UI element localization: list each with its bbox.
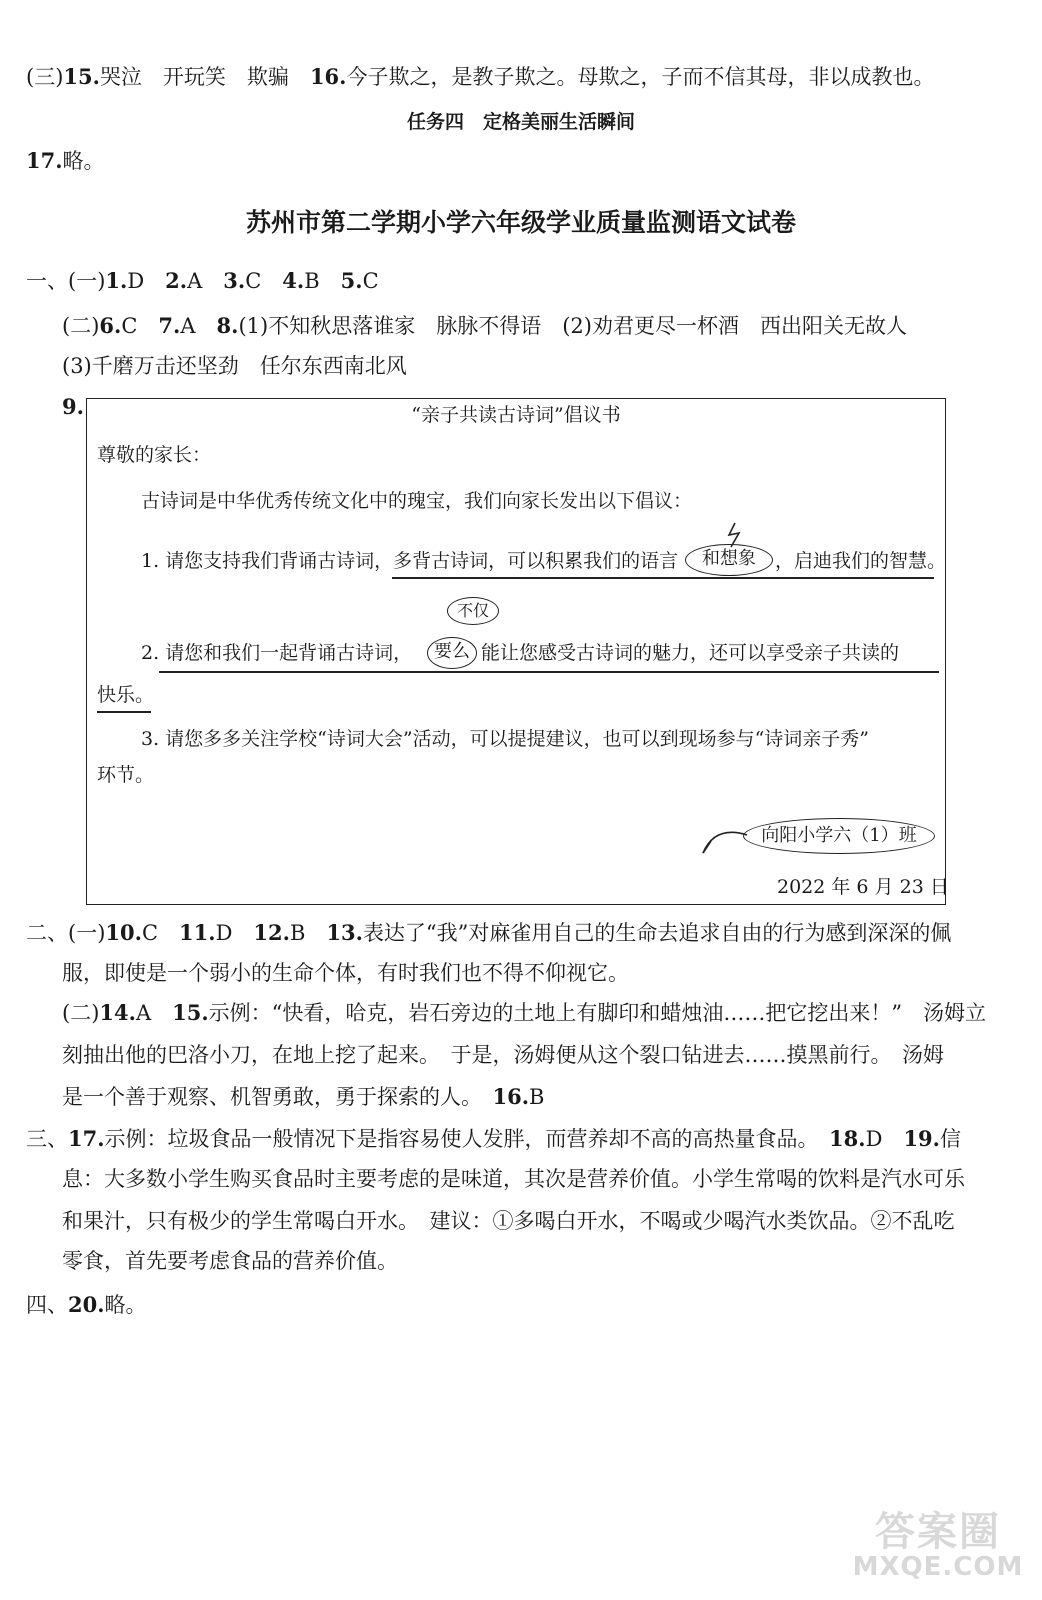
letter-greeting: 尊敬的家长： [97, 444, 212, 466]
answer-line-part3-3: 和果汁，只有极少的学生常喝白开水。 建议：①多喝白开水，不喝或少喝汽水类饮品。②不乱吃 [62, 1209, 955, 1233]
letter-item-3: 3. 请您多多关注学校“诗词大会”活动，可以提提建议，也可以到现场参与“诗词亲子秀” [141, 728, 870, 750]
struck-word-oval: 要么 [427, 637, 477, 669]
answer-line-part3-4: 零食，首先要考虑食品的营养价值。 [62, 1249, 398, 1273]
correction-underline-2b [97, 711, 151, 713]
task4-heading: 任务四 定格美丽生活瞬间 [406, 111, 635, 133]
answer-line-part4: 四、20.略。 [26, 1292, 147, 1317]
site-watermark [848, 1500, 1028, 1590]
watermark-logo: 答案圈 [875, 1509, 1001, 1555]
inserted-word-oval-2: 不仅 [447, 597, 499, 625]
question-9-number: 9. [62, 394, 84, 419]
letter-date: 2022 年 6 月 23 日 [777, 876, 949, 898]
letter-intro: 古诗词是中华优秀传统文化中的瑰宝，我们向家长发出以下倡议： [141, 490, 693, 512]
letter-item-2-end: 能让您感受古诗词的魅力，还可以享受亲子共读的 [481, 642, 900, 664]
inserted-text-oval-1: 和想象 [685, 544, 773, 576]
letter-item-1-end: ，启迪我们的智慧。 [775, 550, 947, 572]
watermark-url: MXQE.COM [852, 1552, 1024, 1582]
answer-line-part2-1: 二、(一)10.C 11.D 12.B 13.表达了“我”对麻雀用自己的生命去追求自由的行为感到深深的佩 [26, 920, 952, 945]
letter-title: “亲子共读古诗词”倡议书 [411, 404, 621, 426]
answer-line-part1-1: 一、(一)1.D 2.A 3.C 4.B 5.C [26, 268, 379, 293]
correction-underline-1 [392, 577, 934, 579]
proposal-letter-box [86, 398, 949, 905]
answer-line-part2-5: 是一个善于观察、机智勇敢，勇于探索的人。 16.B [62, 1084, 545, 1109]
answer-line-part1-3: (3)千磨万击还坚劲 任尔东西南北风 [62, 354, 407, 378]
correction-underline-2a [159, 671, 939, 673]
answer-line-q17: 17.略。 [26, 148, 105, 173]
letter-item-2: 2. 请您和我们一起背诵古诗词， [141, 642, 413, 664]
answer-line-part3-2: 息：大多数小学生购买食品时主要考虑的是味道，其次是营养价值。小学生常喝的饮料是汽水可乐 [62, 1167, 965, 1191]
letter-item-1: 1. 请您支持我们背诵古诗词，多背古诗词，可以积累我们的语言 [141, 550, 679, 572]
answer-line-part2-4: 刻抽出他的巴洛小刀，在地上挖了起来。 于是，汤姆便从这个裂口钻进去……摸黑前行。 汤姆 [62, 1043, 944, 1067]
answer-line-part2-2: 服，即使是一个弱小的生命个体，有时我们也不得不仰视它。 [62, 961, 629, 985]
answer-line-part2-3: (二)14.A 15.示例：“快看，哈克，岩石旁边的土地上有脚印和蜡烛油……把它挖出来！” 汤姆立 [62, 1000, 987, 1025]
answer-line-section3: (三)15.哭泣 开玩笑 欺骗 16.今子欺之，是教子欺之。母欺之，子而不信其母，非以成教也。 [26, 64, 935, 89]
letter-item-3-continued: 环节。 [97, 764, 155, 786]
letter-item-2-continued: 快乐。 [97, 684, 155, 706]
answer-line-part1-2: (二)6.C 7.A 8.(1)不知秋思落谁家 脉脉不得语 (2)劝君更尽一杯酒 西出阳关无故人 [62, 313, 907, 338]
signature-oval: 向阳小学六（1）班 [743, 818, 935, 854]
answer-line-part3-1: 三、17.示例：垃圾食品一般情况下是指容易使人发胖，而营养却不高的高热量食品。 18.D 19.信 [26, 1126, 961, 1151]
exam-title: 苏州市第二学期小学六年级学业质量监测语文试卷 [245, 208, 796, 237]
